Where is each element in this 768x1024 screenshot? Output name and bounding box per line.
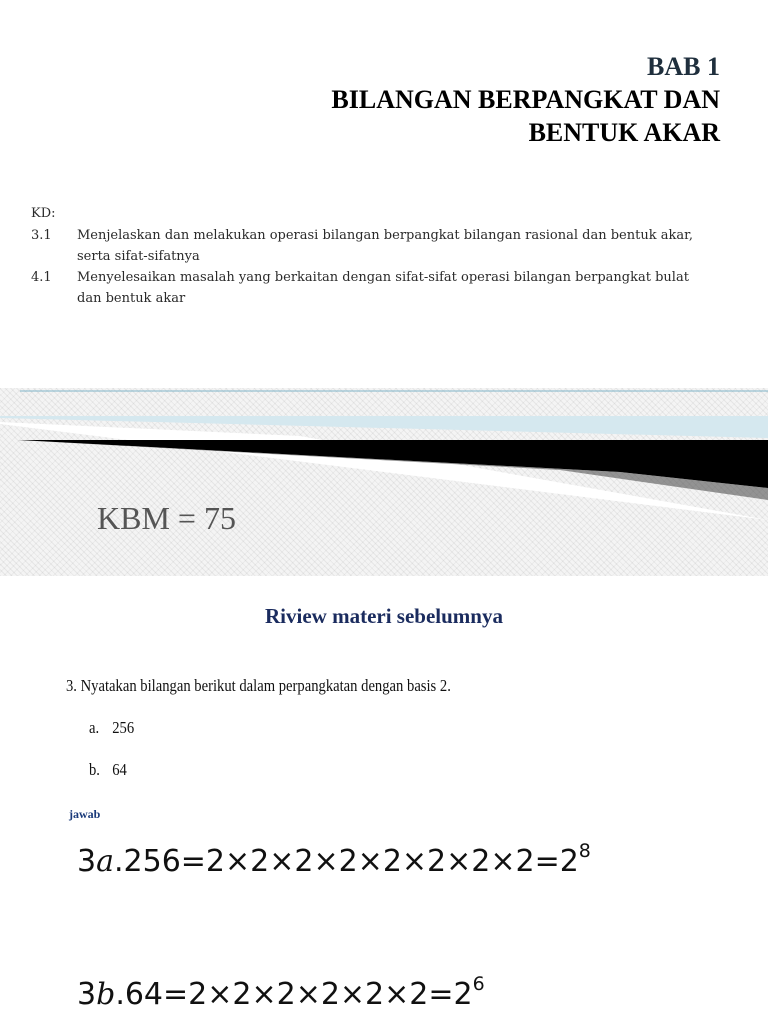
option-value: 64 (112, 760, 127, 779)
question-text: 3. Nyatakan bilangan berikut dalam perpangkatan dengan basis 2. (66, 676, 451, 695)
kd-item-line: dan bentuk akar (77, 291, 186, 306)
equation-variable: b (96, 977, 116, 1012)
equation-body: .256=2×2×2×2×2×2×2×2=2 (113, 844, 579, 879)
decorative-banner (0, 388, 768, 576)
kd-item-number: 4.1 (31, 270, 52, 285)
chapter-number: BAB 1 (647, 52, 720, 81)
option-a (89, 718, 134, 738)
kbm-value: KBM = 75 (97, 500, 236, 536)
kd-item-line: serta sifat-sifatnya (77, 249, 200, 264)
equation-body: .64=2×2×2×2×2×2=2 (115, 977, 473, 1012)
kd-item (31, 267, 731, 309)
answer-equation-a (77, 840, 591, 879)
kd-section (31, 203, 731, 309)
kd-label: KD: (31, 206, 56, 221)
kd-item-text (77, 267, 731, 309)
equation-number: 3 (77, 844, 97, 879)
kd-item (31, 225, 731, 267)
option-label: a. (89, 718, 100, 737)
slide-title (331, 50, 720, 149)
kd-item-number: 3.1 (31, 228, 52, 243)
review-heading: Riview materi sebelumnya (265, 604, 503, 628)
equation-number: 3 (77, 977, 97, 1012)
equation-exponent: 8 (578, 840, 591, 862)
equation-variable: a (96, 844, 114, 879)
kd-item-line: Menyelesaikan masalah yang berkaitan dengan sifat-sifat operasi bilangan berpangkat bulat (77, 270, 689, 285)
option-label: b. (89, 760, 100, 779)
answer-label: jawab (69, 807, 101, 821)
option-b (89, 760, 127, 780)
kbm-slide (0, 388, 768, 576)
answer-equation-b (77, 973, 485, 1012)
kd-item-text (77, 225, 731, 267)
option-value: 256 (112, 718, 135, 737)
chapter-title-line-2: BENTUK AKAR (528, 118, 720, 147)
chapter-title-line-1: BILANGAN BERPANGKAT DAN (331, 85, 720, 114)
kd-item-line: Menjelaskan dan melakukan operasi bilangan berpangkat bilangan rasional dan bentuk akar, (77, 228, 694, 243)
equation-exponent: 6 (472, 973, 485, 995)
